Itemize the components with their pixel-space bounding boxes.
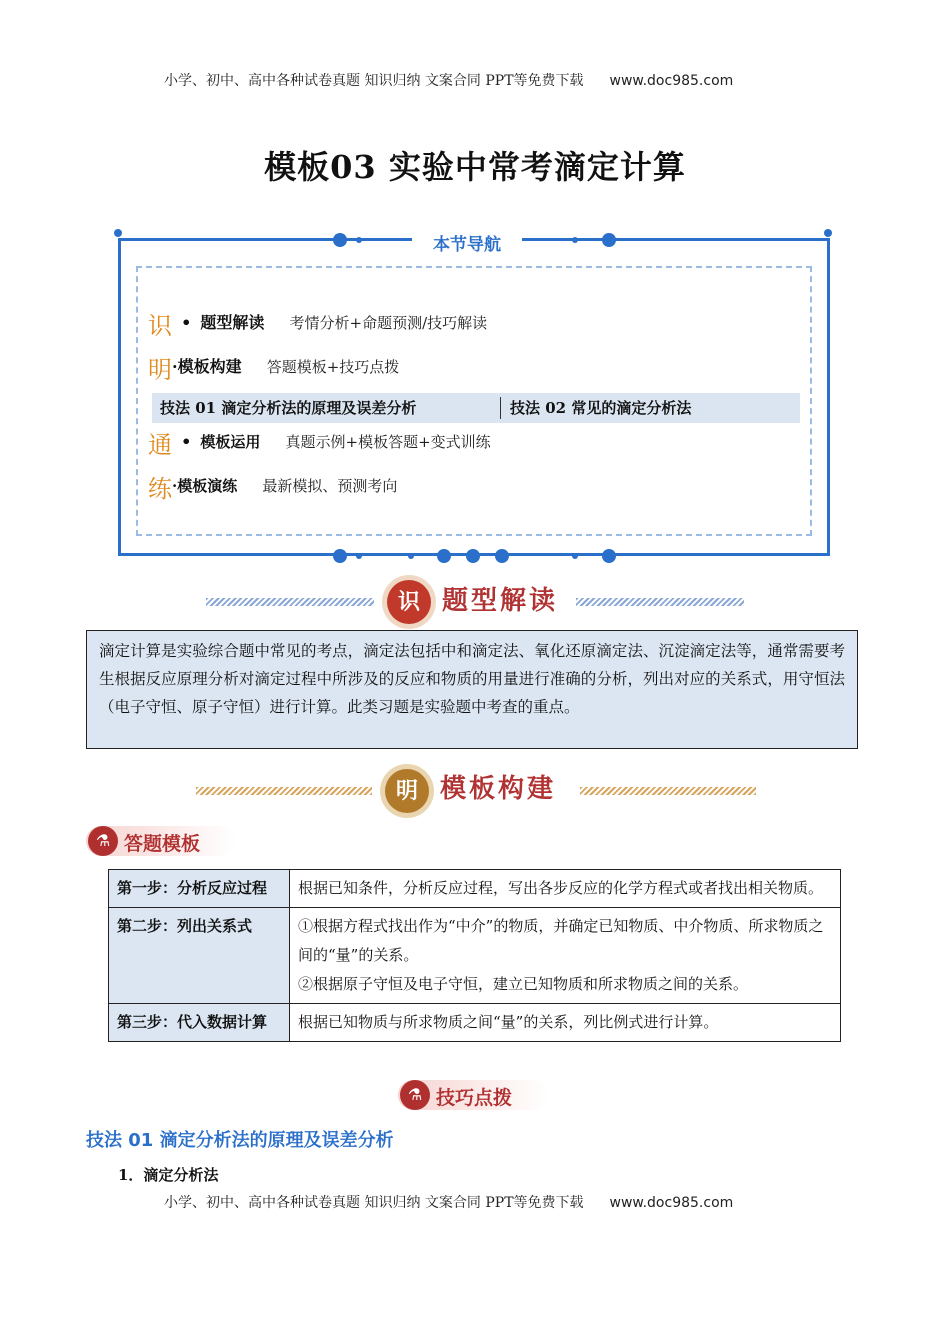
nav-char: 练: [148, 475, 172, 503]
nav-char: 通: [148, 431, 172, 459]
banner-stripe: [580, 787, 756, 795]
nav-desc: 答题模板+技巧点拨: [266, 358, 400, 376]
nav-bold: 模板运用: [200, 433, 261, 451]
nav-dot-icon: [356, 553, 362, 559]
nav-label: 本节导航: [412, 230, 522, 255]
nav-dot-icon: [572, 553, 578, 559]
nav-sep: •: [181, 432, 192, 451]
corner-dot-icon: [824, 229, 832, 237]
banner-stripe: [196, 787, 372, 795]
seal-shi-icon: 识: [387, 580, 431, 624]
step-text: ②根据原子守恒及电子守恒，建立已知物质和所求物质之间的关系。: [298, 975, 749, 993]
corner-dot-icon: [114, 229, 122, 237]
step-content: [290, 1004, 841, 1042]
step-text: 根据已知物质与所求物质之间“量”的关系，列比例式进行计算。: [298, 1013, 719, 1031]
flask-icon: ⚗: [400, 1080, 430, 1110]
subsection-heading: 1．滴定分析法: [118, 1166, 219, 1184]
header-url[interactable]: www.doc985.com: [609, 73, 734, 89]
technique-2-link[interactable]: 技法 02 常见的滴定分析法: [510, 399, 692, 417]
step-content: [290, 870, 841, 908]
nav-desc: 真题示例+模板答题+变式训练: [285, 433, 491, 451]
nav-dot-icon: [333, 549, 347, 563]
nav-desc: 考情分析+命题预测/技巧解读: [289, 314, 488, 332]
nav-char: 明: [148, 356, 172, 384]
banner-stripe: [206, 598, 374, 606]
section-title-tixing: 题型解读: [442, 586, 559, 616]
intro-panel: 滴定计算是实验综合题中常见的考点，滴定法包括中和滴定法、氧化还原滴定法、沉淀滴定法等，通常需要考生根据反应原理分析对滴定过程中所涉及的反应和物质的用量进行准确的分析，列出对应的关系式，用守恒法（电子守恒、原子守恒）进行计算。此类习题是实验题中考查的重点。: [86, 630, 858, 749]
step-label: 第二步：列出关系式: [109, 908, 290, 1004]
header-text: 小学、初中、高中各种试卷真题 知识归纳 文案合同 PPT等免费下载: [164, 73, 584, 89]
nav-sep: •: [181, 313, 192, 332]
technique-divider: [500, 397, 501, 419]
nav-line: [522, 239, 566, 241]
step-label: 第一步：分析反应过程: [109, 870, 290, 908]
nav-bold: 模板构建: [177, 357, 242, 376]
page-header: [164, 70, 733, 90]
nav-sep: ·: [172, 357, 178, 376]
footer-url[interactable]: www.doc985.com: [609, 1195, 734, 1211]
table-row: [109, 870, 841, 908]
nav-sep: ·: [172, 477, 178, 495]
nav-dot-icon: [602, 549, 616, 563]
footer-text: 小学、初中、高中各种试卷真题 知识归纳 文案合同 PPT等免费下载: [164, 1195, 584, 1211]
nav-row-lian: [148, 469, 397, 504]
section-title-moban: 模板构建: [440, 774, 557, 804]
banner-stripe: [576, 598, 744, 606]
nav-line: [368, 239, 412, 241]
seal-ming-icon: 明: [385, 769, 429, 813]
template-tag-label: 答题模板: [124, 833, 201, 855]
step-text: 根据已知条件，分析反应过程，写出各步反应的化学方程式或者找出相关物质。: [298, 879, 824, 897]
table-row: [109, 1004, 841, 1042]
nav-dot-icon: [495, 549, 509, 563]
step-text: ①根据方程式找出作为“中介”的物质，并确定已知物质、中介物质、所求物质之间的“量”的关系。: [298, 917, 824, 964]
nav-desc: 最新模拟、预测考向: [262, 477, 398, 495]
table-row: [109, 908, 841, 1004]
step-label: 第三步：代入数据计算: [109, 1004, 290, 1042]
nav-dot-icon: [466, 549, 480, 563]
technique-1-link[interactable]: 技法 01 滴定分析法的原理及误差分析: [160, 399, 417, 417]
nav-row-shi: [148, 306, 487, 341]
nav-row-ming: [148, 350, 399, 385]
page-title: 模板03 实验中常考滴定计算: [264, 148, 686, 186]
nav-bold: 题型解读: [200, 313, 265, 332]
nav-dot-icon: [572, 237, 578, 243]
nav-dot-icon: [356, 237, 362, 243]
nav-dot-icon: [333, 233, 347, 247]
technique-1-heading: 技法 01 滴定分析法的原理及误差分析: [86, 1130, 394, 1151]
template-table: [108, 869, 841, 1042]
tips-tag-label: 技巧点拨: [436, 1087, 513, 1109]
nav-bold: 模板演练: [177, 477, 238, 495]
nav-row-tong: [148, 425, 491, 460]
page-footer: [164, 1192, 733, 1212]
nav-dot-icon: [408, 553, 414, 559]
nav-dot-icon: [602, 233, 616, 247]
step-content: [290, 908, 841, 1004]
nav-dot-icon: [437, 549, 451, 563]
flask-icon: ⚗: [88, 826, 118, 856]
nav-char: 识: [148, 312, 172, 340]
